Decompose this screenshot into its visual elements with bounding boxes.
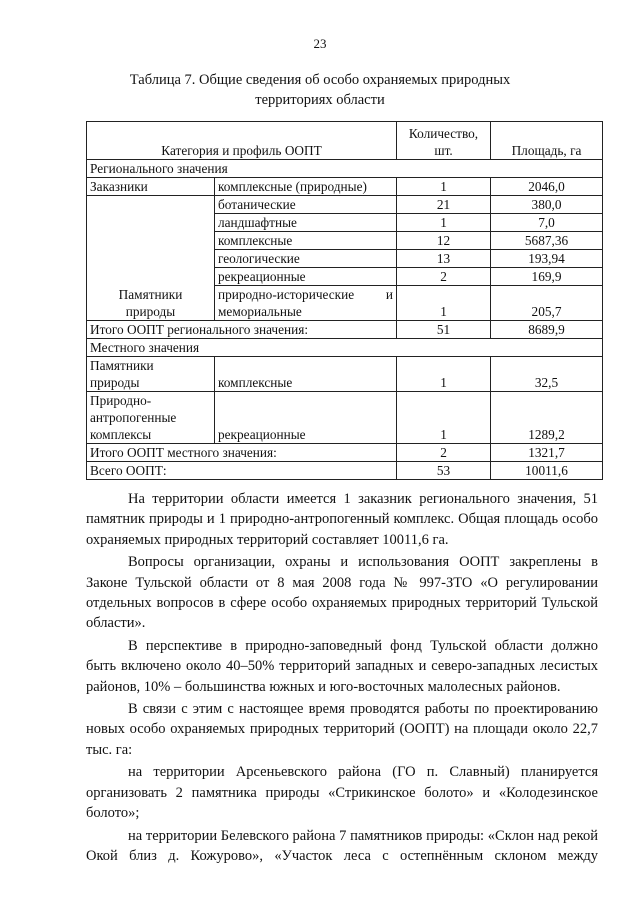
section-regional-label: Регионального значения [87, 160, 603, 178]
paragraph: В перспективе в природно-заповедный фонд Тульской области должно быть включено около 40–50% территорий западных и северо-западных лесистых районов, 10% – большинства южных и юго-восточных малолесных районов. [86, 637, 598, 695]
monument-area: 193,94 [491, 250, 603, 268]
table-row-total-regional [87, 321, 603, 339]
local-complex-label [87, 392, 215, 444]
local-monument-label-line-1: Памятники [90, 358, 154, 373]
total-local-area: 1321,7 [491, 444, 603, 462]
paragraph: на территории Белевского района 7 памятников природы: «Склон над рекой Окой близ д. Кожурово», «Участок леса с остепнённым склоном между [86, 827, 598, 864]
table-header-row [87, 122, 603, 160]
zakazniki-label: Заказники [87, 178, 215, 196]
zakazniki-profile: комплексные (природные) [215, 178, 397, 196]
protected-areas-table [86, 121, 603, 480]
header-count-line-2: шт. [434, 143, 453, 158]
local-monument-label-line-2: природы [90, 375, 140, 390]
table-title [70, 70, 570, 110]
monument-profile: рекреационные [215, 268, 397, 286]
table-title-line-1: Таблица 7. Общие сведения об особо охраняемых природных [129, 72, 511, 88]
section-row-local [87, 339, 603, 357]
total-regional-count: 51 [397, 321, 491, 339]
table-row-total-local [87, 444, 603, 462]
zakazniki-area: 2046,0 [491, 178, 603, 196]
monument-profile: геологические [215, 250, 397, 268]
local-complex-label-line-2: антропогенные [90, 410, 177, 425]
monument-count: 21 [397, 196, 491, 214]
section-row-regional [87, 160, 603, 178]
total-all-label: Всего ООПТ: [87, 462, 397, 480]
zakazniki-count: 1 [397, 178, 491, 196]
table-row-local-monument [87, 357, 603, 392]
local-monument-area: 32,5 [491, 357, 603, 392]
local-complex-label-line-1: Природно- [90, 393, 152, 408]
table-row-zakazniki [87, 178, 603, 196]
monument-count: 12 [397, 232, 491, 250]
total-all-area: 10011,6 [491, 462, 603, 480]
local-monument-label [87, 357, 215, 392]
table-row-total-all [87, 462, 603, 480]
header-category: Категория и профиль ООПТ [87, 122, 397, 160]
monument-profile-line-2: мемориальные [218, 304, 302, 319]
total-regional-label: Итого ООПТ регионального значения: [87, 321, 397, 339]
total-all-count: 53 [397, 462, 491, 480]
monument-area: 5687,36 [491, 232, 603, 250]
local-monument-count: 1 [397, 357, 491, 392]
paragraph: Вопросы организации, охраны и использования ООПТ закреплены в Законе Тульской области от 8 мая 2008 года № 997-ЗТО «О регулировании отдельных вопросов в сфере особо охраняемых природных территорий Тульской области». [86, 554, 598, 632]
header-count [397, 122, 491, 160]
table-row-monument-botanical [87, 196, 603, 214]
paragraph: На территории области имеется 1 заказник регионального значения, 51 памятник природы и 1 природно-антропогенный комплекс. Общая площадь особо охраняемых природных территорий составляет 10011,6 га. [86, 491, 598, 548]
table-row-local-complex [87, 392, 603, 444]
monument-area: 380,0 [491, 196, 603, 214]
local-complex-label-line-3: комплексы [90, 427, 152, 442]
local-complex-area: 1289,2 [491, 392, 603, 444]
monument-profile-line-1: природно-исторические и [218, 287, 394, 302]
total-regional-area: 8689,9 [491, 321, 603, 339]
total-local-count: 2 [397, 444, 491, 462]
monuments-label-line-1: Памятники [118, 287, 183, 302]
monuments-label [87, 196, 215, 321]
header-count-line-1: Количество, [408, 126, 479, 141]
paragraph: на территории Арсеньевского района (ГО п. Славный) планируется организовать 2 памятника природы «Стрикинское болото» и «Колодезинское болото»; [86, 764, 598, 822]
monument-count: 13 [397, 250, 491, 268]
monument-count: 1 [397, 214, 491, 232]
monument-count: 2 [397, 268, 491, 286]
header-area: Площадь, га [491, 122, 603, 160]
local-monument-profile: комплексные [215, 357, 397, 392]
local-complex-profile: рекреационные [215, 392, 397, 444]
monument-count: 1 [397, 286, 491, 321]
local-complex-count: 1 [397, 392, 491, 444]
monument-area: 169,9 [491, 268, 603, 286]
monument-area: 205,7 [491, 286, 603, 321]
section-local-label: Местного значения [87, 339, 603, 357]
table-title-line-2: территориях области [255, 92, 385, 108]
monument-profile [215, 286, 397, 321]
monument-profile: ботанические [215, 196, 397, 214]
page-number: 23 [313, 36, 327, 51]
monument-area: 7,0 [491, 214, 603, 232]
monument-profile: комплексные [215, 232, 397, 250]
monument-profile: ландшафтные [215, 214, 397, 232]
monuments-label-line-2: природы [125, 304, 176, 319]
body-text [86, 489, 598, 868]
total-local-label: Итого ООПТ местного значения: [87, 444, 397, 462]
paragraph: В связи с этим с настоящее время проводятся работы по проектированию новых особо охраняемых природных территорий (ООПТ) на площади около 22,7 тыс. га: [86, 701, 598, 758]
